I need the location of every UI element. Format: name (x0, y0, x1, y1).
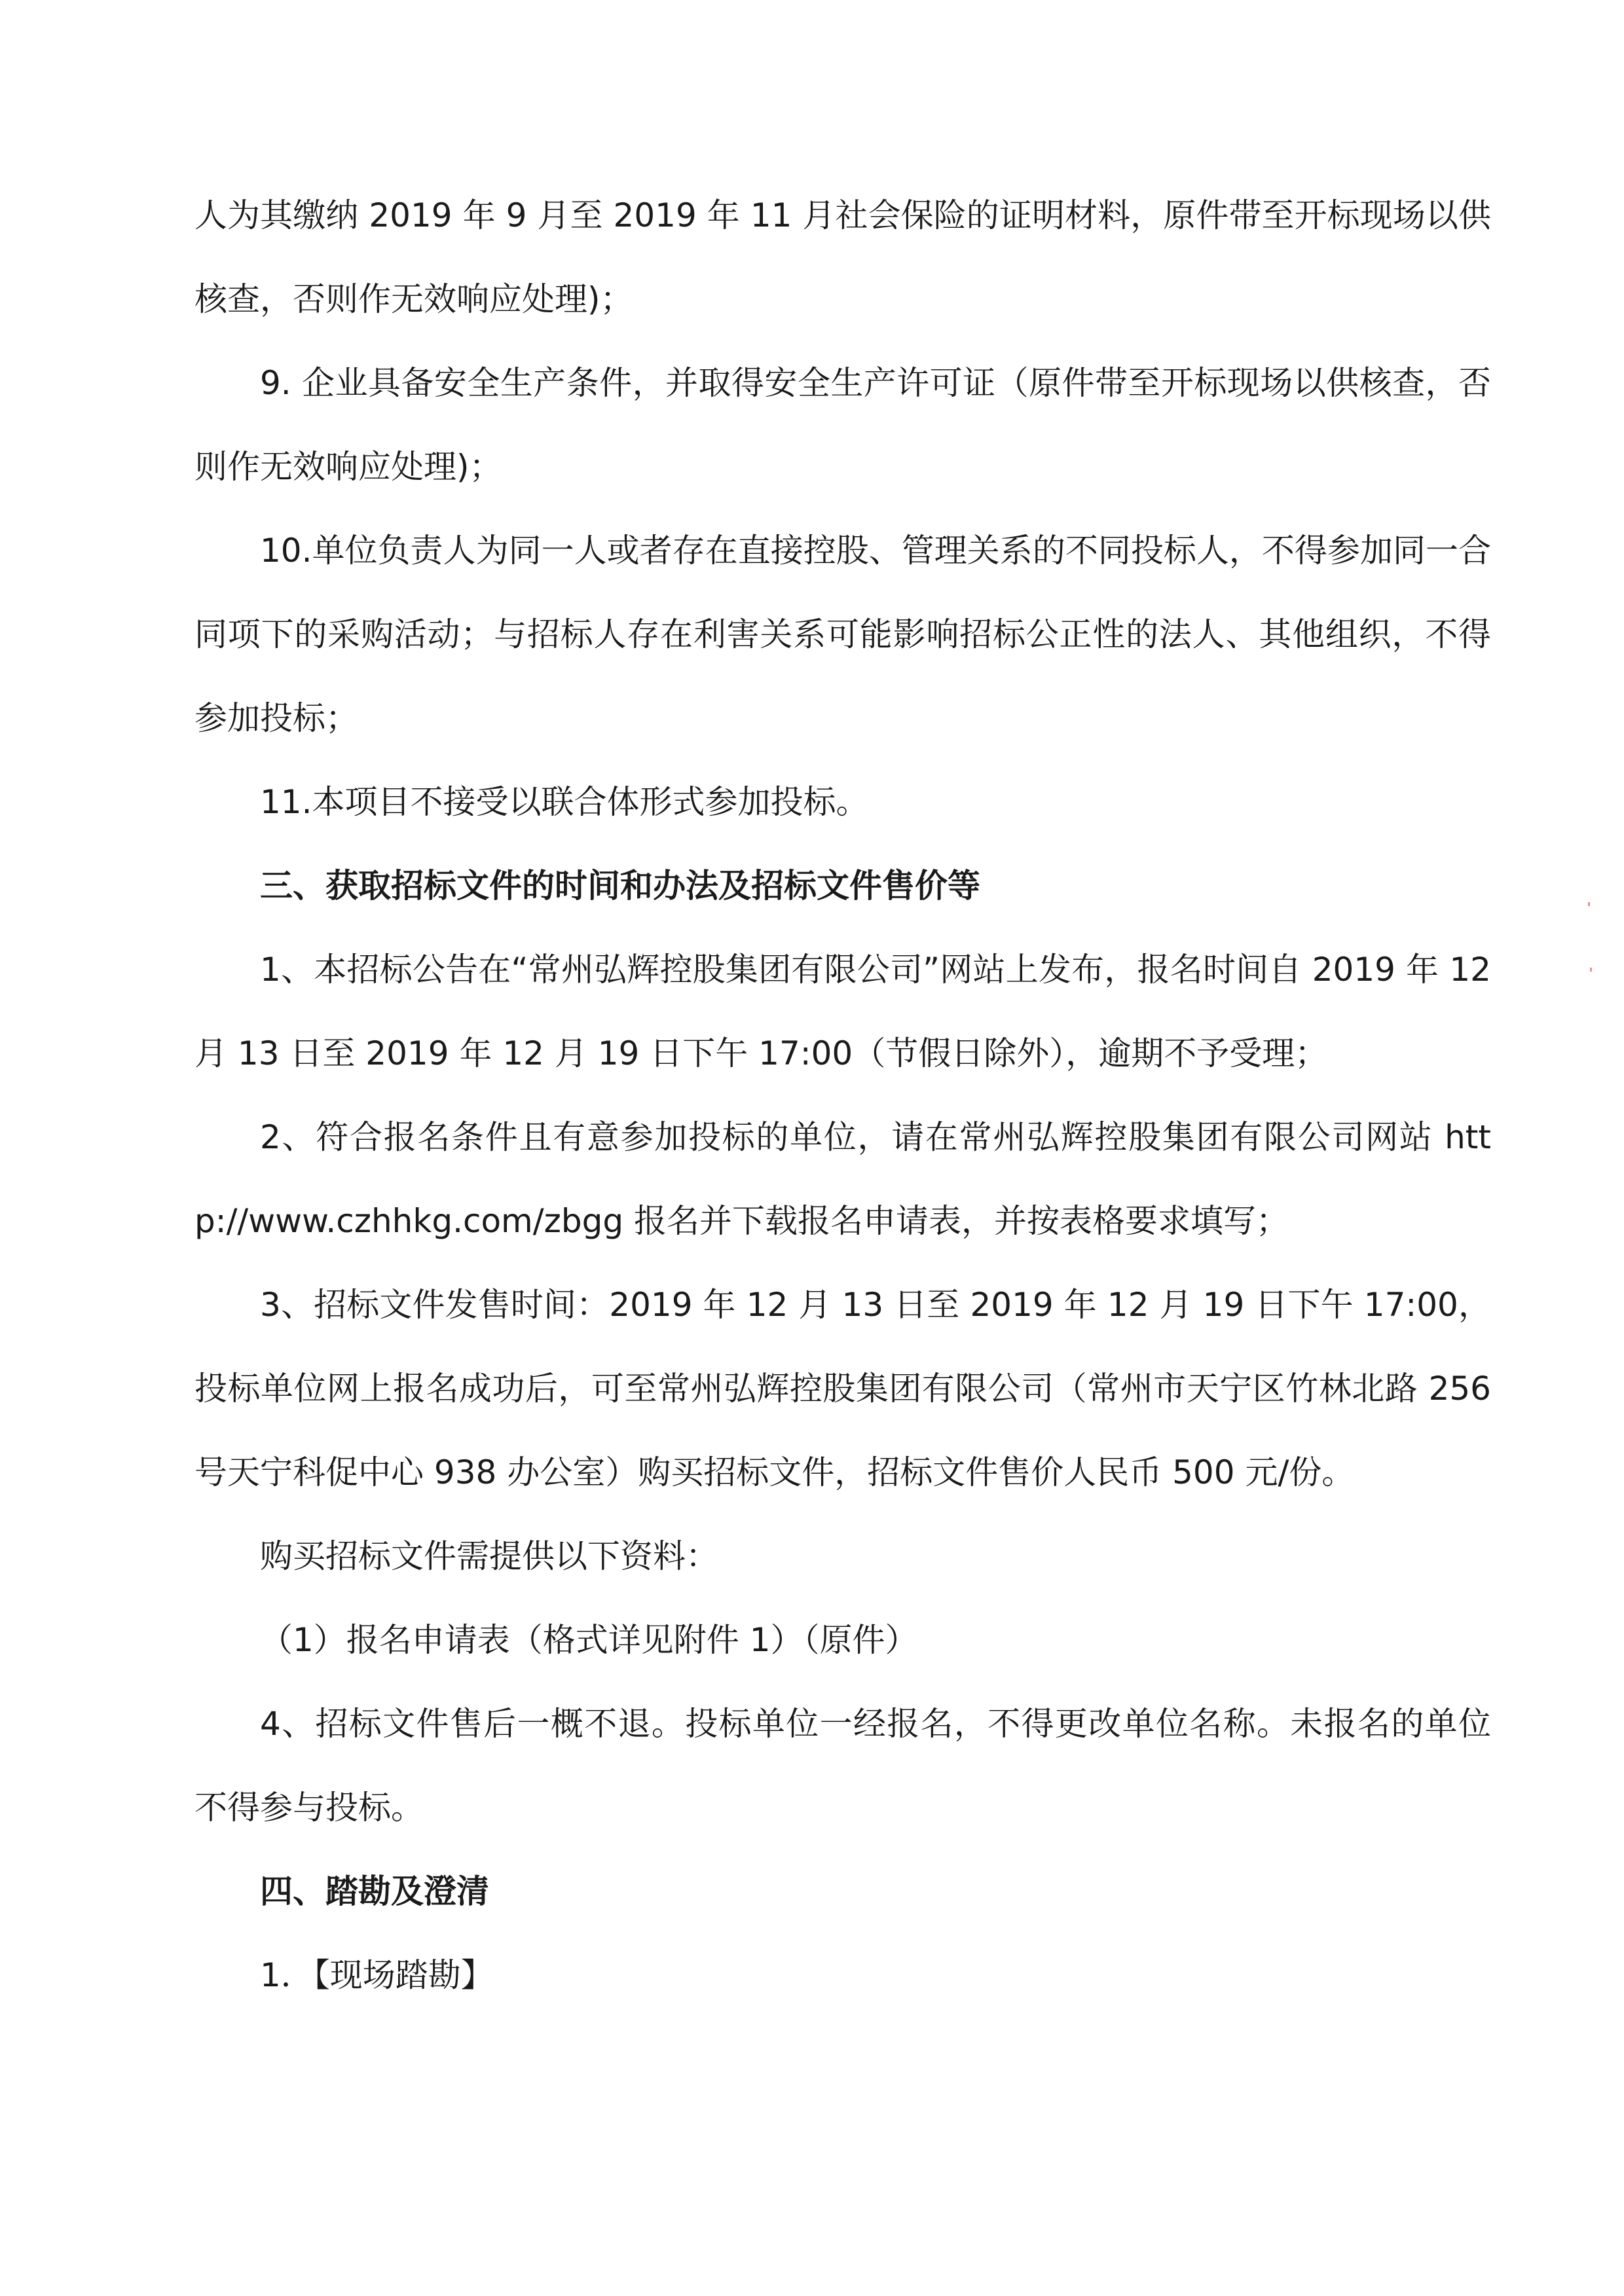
scan-speck (1590, 968, 1592, 972)
paragraph-no-refund: 4、招标文件售后一概不退。投标单位一经报名，不得更改单位名称。未报名的单位不得参与投标。 (194, 1705, 1491, 1827)
paragraph-item-9-safety-license: 9. 企业具备安全生产条件，并取得安全生产许可证（原件带至开标现场以供核查，否则作无效响应处理)； (194, 364, 1491, 486)
paragraph-social-insurance-continued: 人为其缴纳 2019 年 9 月至 2019 年 11 月社会保险的证明材料，原件带至开标现场以供核查，否则作无效响应处理)； (194, 196, 1491, 318)
paragraph-application-form: （1）报名申请表（格式详见附件 1）（原件） (260, 1621, 918, 1659)
paragraph-item-10-related-bidders: 10.单位负责人为同一人或者存在直接控股、管理关系的不同投标人，不得参加同一合同项下的采购活动；与招标人存在利害关系可能影响招标公正性的法人、其他组织，不得参加投标； (194, 532, 1491, 737)
paragraph-item-11-no-consortium: 11.本项目不接受以联合体形式参加投标。 (260, 783, 869, 821)
paragraph-registration-period: 1、本招标公告在“常州弘辉控股集团有限公司”网站上发布，报名时间自 2019 年 12 月 13 日至 2019 年 12 月 19 日下午 17:00（节假日除外），逾期不予受理； (194, 951, 1491, 1072)
section-heading-4: 四、踏勘及澄清 (260, 1872, 489, 1910)
paragraph-site-visit: 1．【现场踏勘】 (260, 1956, 494, 1994)
paragraph-registration-website: 2、符合报名条件且有意参加投标的单位，请在常州弘辉控股集团有限公司网站 http://www.czhhkg.com/zbgg 报名并下载报名申请表，并按表格要求填写； (194, 1118, 1491, 1240)
scan-speck (1588, 902, 1590, 906)
paragraph-document-sale: 3、招标文件发售时间：2019 年 12 月 13 日至 2019 年 12 月 19 日下午 17:00，投标单位网上报名成功后，可至常州弘辉控股集团有限公司（常州市天宁区竹林北路 256 号天宁科促中心 938 办公室）购买招标文件，招标文件售价人民币 500 元/份。 (194, 1286, 1491, 1491)
section-heading-3: 三、获取招标文件的时间和办法及招标文件售价等 (260, 867, 980, 905)
document-body (194, 173, 1491, 2017)
paragraph-required-materials: 购买招标文件需提供以下资料： (260, 1537, 718, 1575)
